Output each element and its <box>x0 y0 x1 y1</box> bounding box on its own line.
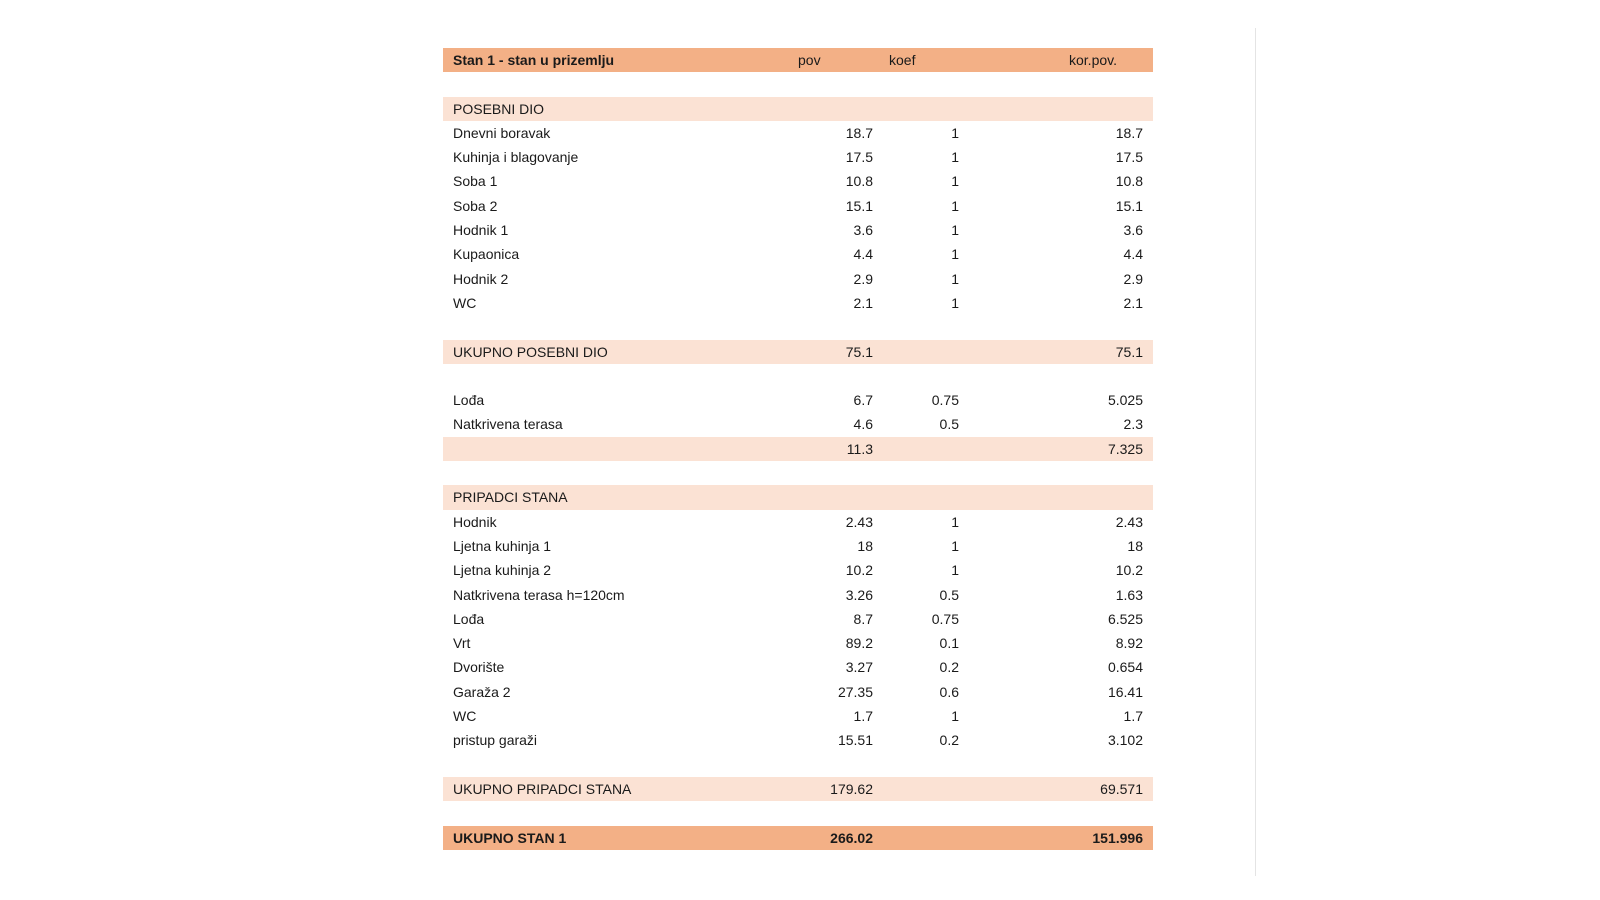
pripadci-rows <box>443 510 1153 753</box>
row-koef: 1 <box>951 173 959 190</box>
row-kor-pov: 16.41 <box>1107 683 1143 700</box>
row-pov: 3.6 <box>853 222 873 239</box>
row-koef: 1 <box>951 537 959 554</box>
row-koef: 1 <box>951 197 959 214</box>
spacer-row <box>443 364 1153 388</box>
total-kor-pov: 75.1 <box>1115 343 1143 360</box>
table-row <box>443 510 1153 534</box>
row-name: Vrt <box>453 635 471 652</box>
section-header-posebni <box>443 97 1153 121</box>
spacer-row <box>443 801 1153 825</box>
row-kor-pov: 0.654 <box>1107 659 1143 676</box>
row-name: Lođa <box>453 610 485 627</box>
page-divider-line <box>1255 28 1256 876</box>
section-title: POSEBNI DIO <box>453 100 545 117</box>
row-koef: 0.5 <box>939 586 959 603</box>
table-row <box>443 583 1153 607</box>
row-pov: 18 <box>857 537 873 554</box>
row-koef: 1 <box>951 708 959 725</box>
grand-total-kor-pov: 151.996 <box>1092 829 1143 846</box>
row-koef: 1 <box>951 222 959 239</box>
total-row-posebni <box>443 340 1153 364</box>
row-pov: 3.27 <box>845 659 873 676</box>
row-kor-pov: 1.63 <box>1115 586 1143 603</box>
table-row <box>443 145 1153 169</box>
row-name: WC <box>453 708 477 725</box>
spacer-row <box>443 72 1153 96</box>
area-table <box>443 48 1153 850</box>
table-row <box>443 655 1153 679</box>
row-koef: 1 <box>951 294 959 311</box>
row-pov: 2.43 <box>845 513 873 530</box>
table-title: Stan 1 - stan u prizemlju <box>453 52 615 68</box>
table-row <box>443 194 1153 218</box>
row-koef: 0.2 <box>939 732 959 749</box>
spacer-row <box>443 753 1153 777</box>
row-name: Natkrivena terasa <box>453 416 563 433</box>
row-name: Hodnik <box>453 513 497 530</box>
column-header-pov: pov <box>798 52 821 68</box>
row-pov: 89.2 <box>845 635 873 652</box>
table-row <box>443 558 1153 582</box>
row-pov: 8.7 <box>853 610 873 627</box>
row-kor-pov: 3.6 <box>1123 222 1143 239</box>
row-name: Ljetna kuhinja 2 <box>453 562 552 579</box>
grand-total-row <box>443 826 1153 850</box>
row-koef: 1 <box>951 513 959 530</box>
row-pov: 10.8 <box>845 173 873 190</box>
row-name: Kuhinja i blagovanje <box>453 149 579 166</box>
total-pov: 179.62 <box>830 780 873 797</box>
row-name: Kupaonica <box>453 246 520 263</box>
row-kor-pov: 3.102 <box>1107 732 1143 749</box>
total-row-pripadci <box>443 777 1153 801</box>
subtotal-kor-pov: 7.325 <box>1107 440 1143 457</box>
row-kor-pov: 4.4 <box>1123 246 1143 263</box>
total-label: UKUPNO POSEBNI DIO <box>453 343 608 360</box>
table-row <box>443 607 1153 631</box>
row-kor-pov: 18 <box>1127 537 1143 554</box>
section-title: PRIPADCI STANA <box>453 489 568 506</box>
row-pov: 17.5 <box>845 149 873 166</box>
row-kor-pov: 2.3 <box>1123 416 1143 433</box>
row-pov: 3.26 <box>845 586 873 603</box>
table-row <box>443 412 1153 436</box>
row-koef: 0.75 <box>931 392 959 409</box>
row-kor-pov: 2.1 <box>1123 294 1143 311</box>
row-name: Ljetna kuhinja 1 <box>453 537 552 554</box>
table-header-row <box>443 48 1153 72</box>
row-kor-pov: 15.1 <box>1115 197 1143 214</box>
row-koef: 0.6 <box>939 683 959 700</box>
row-kor-pov: 10.8 <box>1115 173 1143 190</box>
row-pov: 27.35 <box>837 683 873 700</box>
row-pov: 1.7 <box>853 708 873 725</box>
total-label: UKUPNO PRIPADCI STANA <box>453 780 632 797</box>
row-pov: 15.51 <box>837 732 873 749</box>
grand-total-pov: 266.02 <box>830 829 873 846</box>
subtotal-row-extra <box>443 437 1153 461</box>
table-row <box>443 169 1153 193</box>
section-header-pripadci <box>443 485 1153 509</box>
row-kor-pov: 10.2 <box>1115 562 1143 579</box>
row-pov: 15.1 <box>845 197 873 214</box>
row-koef: 1 <box>951 270 959 287</box>
subtotal-pov: 11.3 <box>846 440 873 457</box>
row-kor-pov: 18.7 <box>1115 124 1143 141</box>
row-pov: 4.6 <box>853 416 873 433</box>
table-row <box>443 267 1153 291</box>
row-kor-pov: 5.025 <box>1107 392 1143 409</box>
row-pov: 10.2 <box>845 562 873 579</box>
row-koef: 0.5 <box>939 416 959 433</box>
table-row <box>443 218 1153 242</box>
row-name: Soba 2 <box>453 197 498 214</box>
row-pov: 2.9 <box>853 270 873 287</box>
table-row <box>443 704 1153 728</box>
row-name: Soba 1 <box>453 173 498 190</box>
row-koef: 1 <box>951 562 959 579</box>
row-name: Dvorište <box>453 659 505 676</box>
total-kor-pov: 69.571 <box>1100 780 1143 797</box>
table-row <box>443 242 1153 266</box>
row-koef: 0.1 <box>939 635 959 652</box>
column-header-koef: koef <box>889 52 916 68</box>
spacer-row <box>443 461 1153 485</box>
row-koef: 1 <box>951 246 959 263</box>
row-pov: 6.7 <box>853 392 873 409</box>
row-pov: 4.4 <box>853 246 873 263</box>
row-name: Lođa <box>453 392 485 409</box>
table-row <box>443 534 1153 558</box>
row-name: Dnevni boravak <box>453 124 551 141</box>
extra-rows <box>443 388 1153 437</box>
row-kor-pov: 6.525 <box>1107 610 1143 627</box>
row-name: Garaža 2 <box>453 683 511 700</box>
row-koef: 1 <box>951 149 959 166</box>
grand-total-label: UKUPNO STAN 1 <box>453 829 567 846</box>
row-koef: 1 <box>951 124 959 141</box>
row-kor-pov: 2.9 <box>1123 270 1143 287</box>
total-pov: 75.1 <box>845 343 873 360</box>
row-koef: 0.2 <box>939 659 959 676</box>
row-kor-pov: 17.5 <box>1115 149 1143 166</box>
row-kor-pov: 8.92 <box>1115 635 1143 652</box>
table-row <box>443 121 1153 145</box>
row-kor-pov: 1.7 <box>1123 708 1143 725</box>
row-name: WC <box>453 294 477 311</box>
row-name: Hodnik 1 <box>453 222 509 239</box>
table-row <box>443 388 1153 412</box>
table-row <box>443 631 1153 655</box>
row-koef: 0.75 <box>931 610 959 627</box>
row-name: Hodnik 2 <box>453 270 509 287</box>
row-pov: 18.7 <box>845 124 873 141</box>
posebni-rows <box>443 121 1153 315</box>
table-row <box>443 291 1153 315</box>
table-row <box>443 728 1153 752</box>
table-row <box>443 680 1153 704</box>
column-header-kor-pov: kor.pov. <box>1069 52 1117 68</box>
row-name: pristup garaži <box>453 732 538 749</box>
row-pov: 2.1 <box>853 294 873 311</box>
row-kor-pov: 2.43 <box>1115 513 1143 530</box>
spacer-row <box>443 315 1153 339</box>
row-name: Natkrivena terasa h=120cm <box>453 586 625 603</box>
